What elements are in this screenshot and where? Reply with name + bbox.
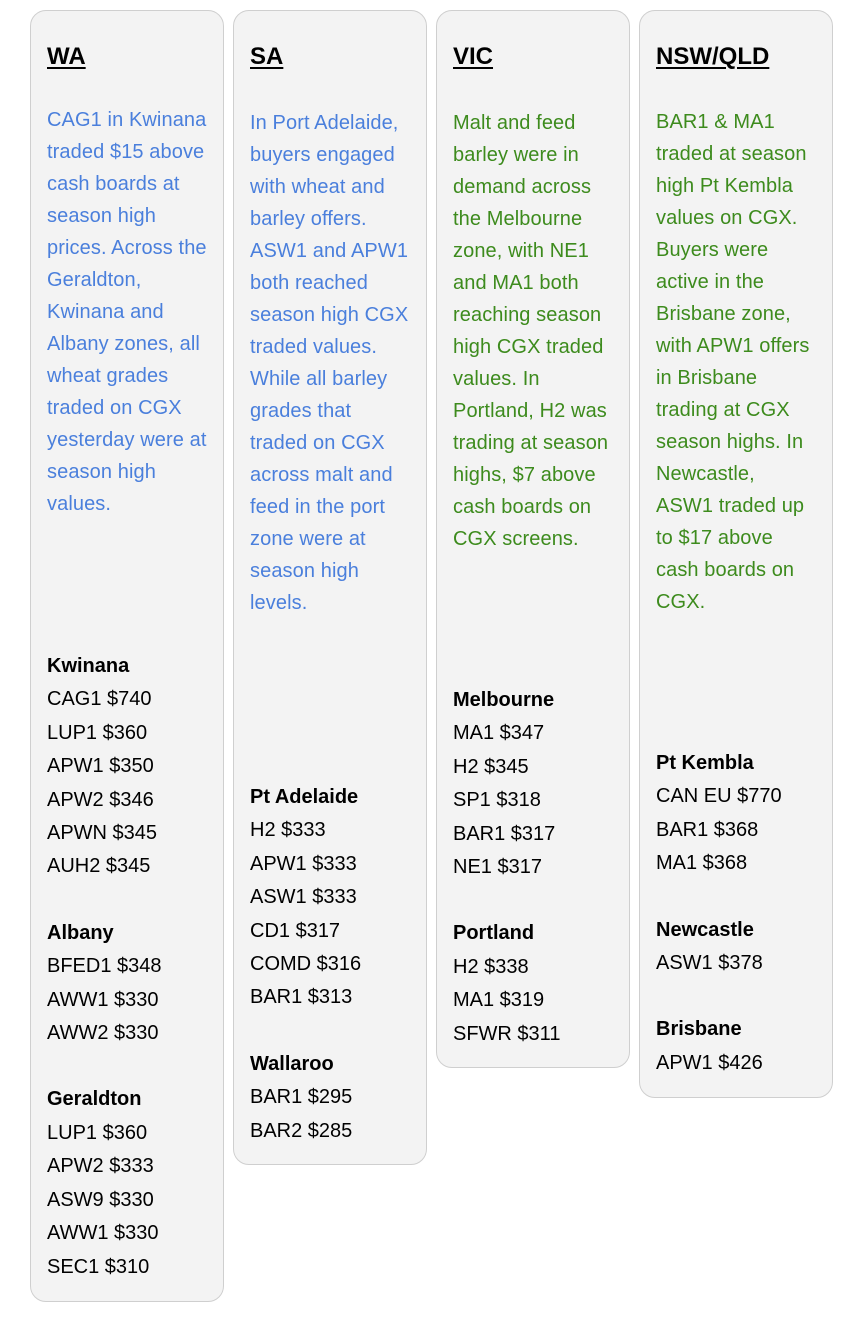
price-line: CD1 $317 — [250, 919, 341, 942]
price-line: ASW1 $333 — [250, 886, 357, 909]
column-nsw-qld — [639, 10, 833, 1098]
price-line: CAG1 $740 — [47, 688, 152, 711]
port-name: Melbourne — [453, 689, 555, 711]
port-list-wa — [47, 650, 162, 1317]
price-line: MA1 $368 — [656, 852, 748, 875]
price-line: AWW1 $330 — [47, 988, 159, 1011]
port-block-melbourne — [453, 684, 560, 884]
port-name: Pt Kembla — [656, 752, 754, 774]
price-line: SP1 $318 — [453, 789, 541, 812]
price-line: BAR2 $285 — [250, 1119, 353, 1142]
port-name: Albany — [47, 921, 114, 944]
price-line: SEC1 $310 — [47, 1255, 150, 1278]
summary-vic: Malt and feed barley were in demand across the Melbourne zone, with NE1 and MA1 both reaching season high CGX traded values. In Portland, H2 was trading at season highs, $7 above cash boards on CGX screens. — [453, 112, 609, 550]
column-title-sa: SA — [250, 43, 284, 70]
price-line: BAR1 $368 — [656, 818, 759, 841]
price-line: CAN EU $770 — [656, 785, 782, 808]
price-line: H2 $333 — [250, 819, 326, 842]
price-line: H2 $345 — [453, 755, 529, 778]
price-line: LUP1 $360 — [47, 721, 148, 744]
price-line: BAR1 $317 — [453, 822, 556, 845]
port-list-vic — [453, 684, 560, 1084]
port-name: Geraldton — [47, 1088, 142, 1111]
summary-sa: In Port Adelaide, buyers engaged with wheat and barley offers. ASW1 and APW1 both reached season high CGX traded values. While all barley grades that traded on CGX across malt and feed in the port zone were at season high levels. — [250, 112, 409, 614]
price-line: APWN $345 — [47, 822, 158, 845]
port-name: Wallaroo — [250, 1052, 334, 1075]
price-line: BAR1 $295 — [250, 1086, 353, 1109]
price-line: APW2 $346 — [47, 788, 154, 811]
port-name: Pt Adelaide — [250, 786, 359, 808]
price-line: AUH2 $345 — [47, 855, 151, 878]
price-line: APW1 $426 — [656, 1051, 763, 1074]
price-line: COMD $316 — [250, 953, 362, 976]
price-line: APW1 $350 — [47, 755, 154, 778]
port-block-pt-kembla — [656, 747, 782, 881]
price-line: AWW2 $330 — [47, 1022, 159, 1045]
port-block-brisbane — [656, 1013, 782, 1080]
price-line: MA1 $347 — [453, 722, 545, 745]
column-title-vic: VIC — [453, 43, 494, 70]
summary-wa: CAG1 in Kwinana traded $15 above cash boards at season high prices. Across the Geraldton, Kwinana and Albany zones, all wheat grades traded on CGX yesterday were at season high values. — [47, 109, 207, 515]
price-line: APW1 $333 — [250, 852, 357, 875]
port-list-nsw-qld — [656, 747, 782, 1113]
port-block-portland — [453, 917, 560, 1051]
price-line: AWW1 $330 — [47, 1222, 159, 1245]
price-line: ASW9 $330 — [47, 1188, 154, 1211]
column-title-nsw-qld: NSW/QLD — [656, 43, 770, 70]
port-block-geraldton — [47, 1083, 162, 1283]
price-line: NE1 $317 — [453, 856, 542, 879]
price-line: ASW1 $378 — [656, 952, 763, 975]
column-title-wa: WA — [47, 43, 86, 70]
price-line: MA1 $319 — [453, 989, 545, 1012]
port-name: Newcastle — [656, 918, 754, 941]
port-block-newcastle — [656, 914, 782, 981]
price-line: BFED1 $348 — [47, 955, 162, 978]
summary-nsw-qld: BAR1 & MA1 traded at season high Pt Kembla values on CGX. Buyers were active in the Brisbane zone, with APW1 offers in Brisbane trading at CGX season highs. In Newcastle, ASW1 traded up to $17 above cash boards on CGX. — [656, 111, 810, 613]
port-block-albany — [47, 917, 162, 1051]
price-line: H2 $338 — [453, 955, 529, 978]
port-block-kwinana — [47, 650, 162, 884]
price-line: BAR1 $313 — [250, 986, 353, 1009]
port-name: Kwinana — [47, 655, 130, 677]
column-vic — [436, 10, 630, 1068]
port-name: Brisbane — [656, 1018, 742, 1041]
price-line: APW2 $333 — [47, 1155, 154, 1178]
column-sa — [233, 10, 427, 1165]
port-block-pt-adelaide — [250, 781, 361, 1015]
port-block-wallaroo — [250, 1048, 361, 1148]
price-line: SFWR $311 — [453, 1022, 561, 1045]
price-line: LUP1 $360 — [47, 1121, 148, 1144]
port-name: Portland — [453, 922, 535, 945]
column-wa — [30, 10, 224, 1302]
port-list-sa — [250, 781, 361, 1181]
